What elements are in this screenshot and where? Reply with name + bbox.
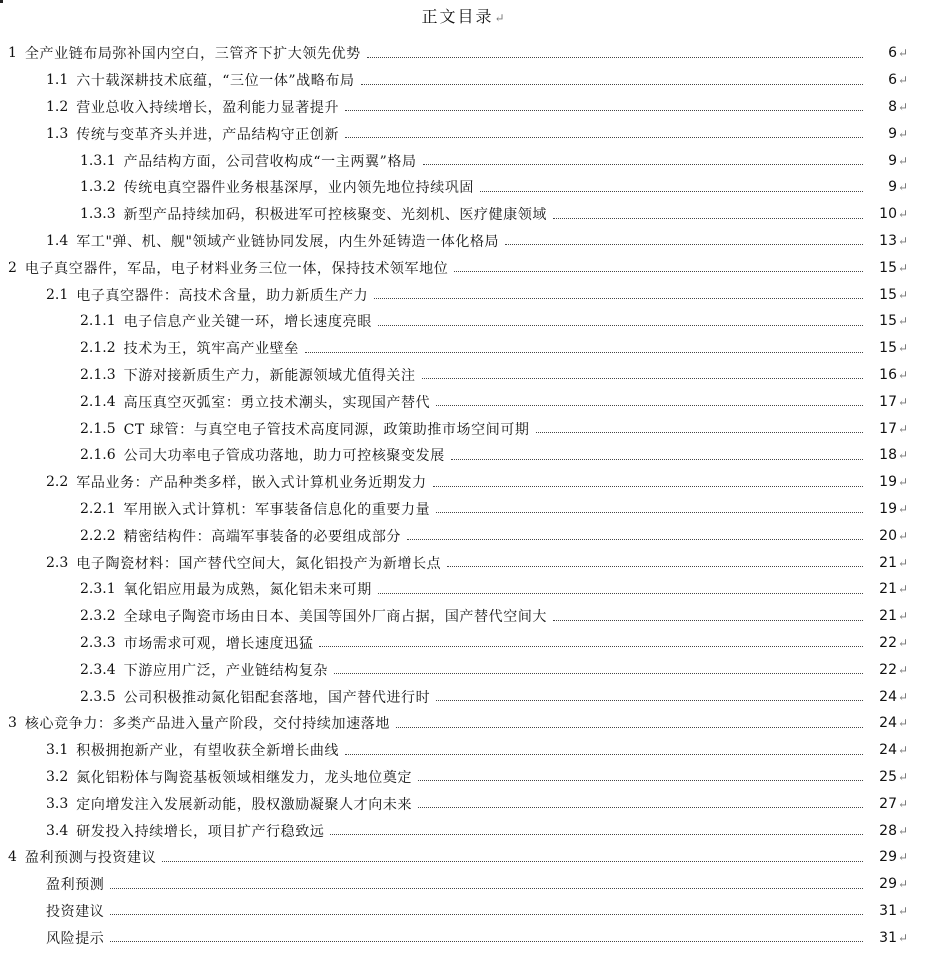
toc-entry[interactable] <box>0 469 928 496</box>
return-mark-icon: ↵ <box>898 501 909 516</box>
return-mark-icon: ↵ <box>898 689 909 704</box>
toc-entry-title: 盈利预测 <box>46 877 105 894</box>
dot-leader <box>553 620 863 621</box>
toc-entry-page: 17 <box>879 393 897 410</box>
toc-entry-page: 10 <box>879 206 897 223</box>
return-mark-icon: ↵ <box>898 180 909 195</box>
toc-entry-number: 2.3.2 <box>80 608 116 625</box>
toc-entry-number: 4 <box>8 849 17 866</box>
toc-entry-page: 15 <box>879 340 897 357</box>
return-mark-icon: ↵ <box>898 207 909 222</box>
dot-leader <box>454 271 863 272</box>
dot-leader <box>407 539 863 540</box>
toc-entry-title: 全产业链布局弥补国内空白，三管齐下扩大领先优势 <box>24 46 361 63</box>
return-mark-icon: ↵ <box>898 930 909 945</box>
toc-entry-page: 29 <box>879 876 897 893</box>
return-mark-icon: ↵ <box>898 823 909 838</box>
dot-leader <box>447 566 863 567</box>
toc-entry-page: 31 <box>879 929 897 946</box>
toc-entry-title: 传统与变革齐头并进，产品结构守正创新 <box>76 126 340 143</box>
return-mark-icon: ↵ <box>898 260 909 275</box>
toc-entry-page: 8 <box>888 98 897 115</box>
toc-entry[interactable] <box>0 362 928 389</box>
toc-entry-title: 下游对接新质生产力，新能源领域尤值得关注 <box>123 367 416 384</box>
dot-leader <box>110 888 863 889</box>
toc-entry[interactable] <box>0 871 928 898</box>
toc-entry-page: 25 <box>879 768 897 785</box>
dot-leader <box>305 352 863 353</box>
return-mark-icon: ↵ <box>898 877 909 892</box>
toc-entry-title: 风险提示 <box>46 930 105 947</box>
toc-entry-number: 1.4 <box>46 232 69 249</box>
toc-entry-page: 29 <box>879 849 897 866</box>
dot-leader <box>367 57 863 58</box>
dot-leader <box>451 459 863 460</box>
toc-entry-title: CT 球管：与真空电子管技术高度同源，政策助推市场空间可期 <box>123 421 530 438</box>
toc-entry-number: 2 <box>8 259 17 276</box>
toc-entry-number: 2.2 <box>46 474 69 491</box>
toc-list <box>0 40 928 951</box>
toc-entry-number: 2.3.1 <box>80 581 116 598</box>
return-mark-icon: ↵ <box>898 287 909 302</box>
toc-entry-page: 24 <box>879 715 897 732</box>
return-mark-icon: ↵ <box>898 609 909 624</box>
toc-entry-page: 31 <box>879 902 897 919</box>
toc-entry[interactable] <box>0 67 928 94</box>
dot-leader <box>330 834 863 835</box>
dot-leader <box>334 673 863 674</box>
toc-entry[interactable] <box>0 844 928 871</box>
dot-leader <box>536 432 863 433</box>
return-mark-icon: ↵ <box>898 233 909 248</box>
toc-entry-number: 1.1 <box>46 72 69 89</box>
dot-leader <box>505 244 863 245</box>
toc-entry[interactable] <box>0 120 928 147</box>
dot-leader <box>436 512 863 513</box>
toc-entry-number: 3.2 <box>46 768 69 785</box>
return-mark-icon: ↵ <box>898 716 909 731</box>
toc-entry[interactable] <box>0 817 928 844</box>
toc-entry[interactable] <box>0 254 928 281</box>
return-mark-icon: ↵ <box>494 11 507 25</box>
return-mark-icon: ↵ <box>898 46 909 61</box>
toc-entry-title: 电子信息产业关键一环，增长速度亮眼 <box>123 314 372 331</box>
toc-entry-number: 2.1.3 <box>80 366 116 383</box>
toc-entry-title: 高压真空灭弧室：勇立技术潮头，实现国产替代 <box>123 394 431 411</box>
toc-entry-page: 15 <box>879 313 897 330</box>
return-mark-icon: ↵ <box>898 769 909 784</box>
dot-leader <box>423 164 863 165</box>
toc-entry[interactable] <box>0 737 928 764</box>
toc-entry-title: 六十载深耕技术底蕴，“三位一体”战略布局 <box>76 73 355 90</box>
toc-entry-number: 2.3.4 <box>80 661 116 678</box>
return-mark-icon: ↵ <box>898 662 909 677</box>
return-mark-icon: ↵ <box>898 903 909 918</box>
return-mark-icon: ↵ <box>898 582 909 597</box>
dot-leader <box>374 298 863 299</box>
toc-entry[interactable] <box>0 335 928 362</box>
return-mark-icon: ↵ <box>898 528 909 543</box>
toc-entry[interactable] <box>0 790 928 817</box>
toc-entry[interactable] <box>0 496 928 523</box>
toc-entry[interactable] <box>0 281 928 308</box>
dot-leader <box>319 646 863 647</box>
dot-leader <box>553 218 863 219</box>
toc-entry-number: 1 <box>8 45 17 62</box>
toc-entry-page: 22 <box>879 661 897 678</box>
toc-entry-page: 16 <box>879 366 897 383</box>
dot-leader <box>436 405 863 406</box>
toc-entry-page: 28 <box>879 822 897 839</box>
dot-leader <box>436 700 863 701</box>
toc-entry-title: 积极拥抱新产业，有望收获全新增长曲线 <box>76 743 340 760</box>
toc-entry-title: 公司积极推动氮化铝配套落地，国产替代进行时 <box>123 689 431 706</box>
toc-entry-title: 全球电子陶瓷市场由日本、美国等国外厂商占据，国产替代空间大 <box>123 609 548 626</box>
dot-leader <box>418 807 863 808</box>
toc-entry-title: 电子陶瓷材料：国产替代空间大，氮化铝投产为新增长点 <box>76 555 442 572</box>
toc-entry[interactable] <box>0 308 928 335</box>
toc-entry[interactable] <box>0 40 928 67</box>
dot-leader <box>345 110 863 111</box>
toc-entry-title: 盈利预测与投资建议 <box>24 850 157 867</box>
toc-entry-page: 21 <box>879 554 897 571</box>
toc-entry-title: 市场需求可观，增长速度迅猛 <box>123 635 314 652</box>
toc-entry-page: 13 <box>879 232 897 249</box>
toc-entry-title: 军用嵌入式计算机：军事装备信息化的重要力量 <box>123 501 431 518</box>
toc-entry-page: 20 <box>879 527 897 544</box>
toc-entry-page: 21 <box>879 608 897 625</box>
toc-entry-title: 研发投入持续增长，项目扩产行稳致远 <box>76 823 325 840</box>
toc-entry-title: 技术为王，筑牢高产业壁垒 <box>123 341 299 358</box>
toc-entry-page: 22 <box>879 634 897 651</box>
toc-entry-number: 1.3 <box>46 125 69 142</box>
return-mark-icon: ↵ <box>898 475 909 490</box>
toc-entry-page: 9 <box>888 179 897 196</box>
toc-entry-number: 2.1.5 <box>80 420 116 437</box>
return-mark-icon: ↵ <box>898 314 909 329</box>
return-mark-icon: ↵ <box>898 341 909 356</box>
return-mark-icon: ↵ <box>898 367 909 382</box>
dot-leader <box>480 191 863 192</box>
toc-entry-title: 新型产品持续加码，积极进军可控核聚变、光刻机、医疗健康领域 <box>123 207 548 224</box>
return-mark-icon: ↵ <box>898 850 909 865</box>
toc-entry[interactable] <box>0 656 928 683</box>
toc-entry[interactable] <box>0 924 928 951</box>
toc-entry-page: 19 <box>879 474 897 491</box>
toc-entry-number: 3.4 <box>46 822 69 839</box>
toc-title <box>0 4 928 30</box>
toc-entry-page: 9 <box>888 152 897 169</box>
dot-leader <box>345 137 863 138</box>
toc-entry-number: 2.3.3 <box>80 634 116 651</box>
toc-entry[interactable] <box>0 522 928 549</box>
toc-entry-number: 2.1.2 <box>80 340 116 357</box>
page-corner-mark <box>0 0 3 3</box>
dot-leader <box>418 780 863 781</box>
toc-entry-page: 6 <box>888 45 897 62</box>
return-mark-icon: ↵ <box>898 153 909 168</box>
toc-entry[interactable] <box>0 576 928 603</box>
toc-entry-page: 18 <box>879 447 897 464</box>
toc-entry-title: 氧化铝应用最为成熟，氮化铝未来可期 <box>123 582 372 599</box>
toc-entry[interactable] <box>0 94 928 121</box>
return-mark-icon: ↵ <box>898 99 909 114</box>
toc-entry-number: 2.1.6 <box>80 447 116 464</box>
toc-entry-number: 3.3 <box>46 795 69 812</box>
dot-leader <box>345 754 863 755</box>
dot-leader <box>378 325 863 326</box>
toc-entry-title: 电子真空器件：高技术含量，助力新质生产力 <box>76 287 369 304</box>
return-mark-icon: ↵ <box>898 743 909 758</box>
toc-entry[interactable] <box>0 442 928 469</box>
toc-title-text: 正文目录 <box>421 7 494 26</box>
toc-entry[interactable] <box>0 710 928 737</box>
return-mark-icon: ↵ <box>898 394 909 409</box>
toc-entry-number: 1.3.1 <box>80 152 116 169</box>
toc-entry-page: 15 <box>879 259 897 276</box>
return-mark-icon: ↵ <box>898 448 909 463</box>
toc-entry[interactable] <box>0 147 928 174</box>
toc-entry[interactable] <box>0 228 928 255</box>
toc-entry-number: 2.2.2 <box>80 527 116 544</box>
toc-entry[interactable] <box>0 415 928 442</box>
return-mark-icon: ↵ <box>898 635 909 650</box>
toc-entry-title: 投资建议 <box>46 903 105 920</box>
dot-leader <box>110 941 863 942</box>
return-mark-icon: ↵ <box>898 421 909 436</box>
dot-leader <box>378 593 863 594</box>
toc-entry[interactable] <box>0 764 928 791</box>
toc-entry[interactable] <box>0 603 928 630</box>
toc-entry-number: 3.1 <box>46 742 69 759</box>
toc-entry-title: 产品结构方面，公司营收构成“一主两翼”格局 <box>123 153 417 170</box>
toc-entry[interactable] <box>0 388 928 415</box>
toc-entry-page: 15 <box>879 286 897 303</box>
toc-entry-page: 24 <box>879 688 897 705</box>
toc-entry-number: 1.2 <box>46 98 69 115</box>
return-mark-icon: ↵ <box>898 126 909 141</box>
toc-entry[interactable] <box>0 898 928 925</box>
toc-entry[interactable] <box>0 630 928 657</box>
dot-leader <box>361 84 863 85</box>
toc-entry-title: 定向增发注入发展新动能，股权激励凝聚人才向未来 <box>76 796 413 813</box>
dot-leader <box>162 861 863 862</box>
toc-entry-title: 电子真空器件，军品，电子材料业务三位一体，保持技术领军地位 <box>24 260 449 277</box>
toc-entry-number: 2.1 <box>46 286 69 303</box>
toc-entry-page: 6 <box>888 72 897 89</box>
toc-entry-number: 2.3.5 <box>80 688 116 705</box>
toc-entry-number: 1.3.3 <box>80 206 116 223</box>
toc-entry[interactable] <box>0 683 928 710</box>
dot-leader <box>110 914 863 915</box>
toc-entry-page: 19 <box>879 500 897 517</box>
toc-entry-title: 军品业务：产品种类多样，嵌入式计算机业务近期发力 <box>76 475 427 492</box>
return-mark-icon: ↵ <box>898 73 909 88</box>
toc-entry-page: 24 <box>879 742 897 759</box>
toc-entry-title: 氮化铝粉体与陶瓷基板领域相继发力，龙头地位奠定 <box>76 769 413 786</box>
toc-entry-page: 27 <box>879 795 897 812</box>
toc-entry-page: 17 <box>879 420 897 437</box>
toc-entry-title: 精密结构件：高端军事装备的必要组成部分 <box>123 528 402 545</box>
dot-leader <box>433 486 863 487</box>
toc-entry-number: 1.3.2 <box>80 179 116 196</box>
toc-entry[interactable] <box>0 201 928 228</box>
toc-entry-title: 传统电真空器件业务根基深厚，业内领先地位持续巩固 <box>123 180 475 197</box>
toc-entry-title: 营业总收入持续增长，盈利能力显著提升 <box>76 99 340 116</box>
toc-entry-number: 2.1.1 <box>80 313 116 330</box>
toc-entry[interactable] <box>0 174 928 201</box>
dot-leader <box>422 378 863 379</box>
return-mark-icon: ↵ <box>898 555 909 570</box>
dot-leader <box>396 727 863 728</box>
toc-entry-page: 21 <box>879 581 897 598</box>
toc-entry-number: 2.1.4 <box>80 393 116 410</box>
toc-entry-title: 军工"弹、机、舰"领域产业链协同发展，内生外延铸造一体化格局 <box>76 233 500 250</box>
toc-entry-title: 下游应用广泛，产业链结构复杂 <box>123 662 329 679</box>
toc-entry-title: 核心竞争力：多类产品进入量产阶段，交付持续加速落地 <box>24 716 390 733</box>
toc-entry-number: 3 <box>8 715 17 732</box>
toc-entry-title: 公司大功率电子管成功落地，助力可控核聚变发展 <box>123 448 445 465</box>
return-mark-icon: ↵ <box>898 796 909 811</box>
toc-entry[interactable] <box>0 549 928 576</box>
toc-entry-number: 2.3 <box>46 554 69 571</box>
toc-entry-number: 2.2.1 <box>80 500 116 517</box>
toc-entry-page: 9 <box>888 125 897 142</box>
